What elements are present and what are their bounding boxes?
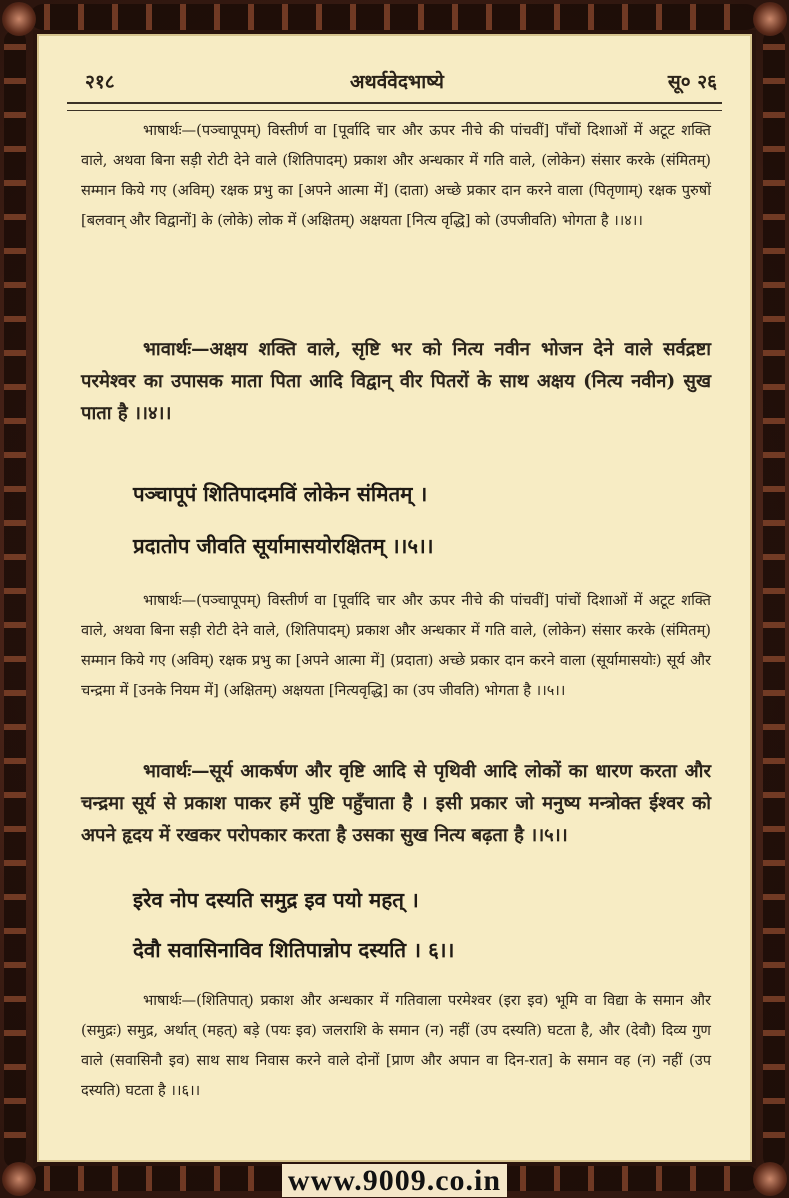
frame-border-left xyxy=(4,30,26,1168)
bhashartha-paragraph-6: भाषार्थः—(शितिपात्) प्रकाश और अन्धकार में गतिवाला परमेश्वर (इरा इव) भूमि वा विद्या के समान और (समुद्रः) समुद्र, अर्थात् (महत्) बड़े (पयः इव) जलराशि के समान (न) नहीं (उप दस्यति) घटता है, और (देवौ) दिव्य गुण वाले (सवासिनौ इव) साथ साथ निवास करने वाले दोनों [प्राण और अपान वा दिन-रात] के समान वह (न) नहीं (उप दस्यति) घटता है ।।६।। xyxy=(81,992,711,1099)
corner-ornament-icon xyxy=(753,2,787,36)
frame-border-right xyxy=(763,30,785,1168)
mantra-6-line-1: इरेव नोप दस्यति समुद्र इव पयो महत् । xyxy=(133,888,419,912)
frame-border-top xyxy=(30,4,759,30)
page-number: २१८ xyxy=(85,71,115,93)
bhavartha-paragraph-4: भावार्थः—अक्षय शक्ति वाले, सृष्टि भर को नित्य नवीन भोजन देने वाले सर्वद्रष्टा परमेश्वर का उपासक माता पिता आदि विद्वान् वीर पितरों के साथ अक्षय (नित्य नवीन) सुख पाता है ।।४।। xyxy=(81,339,711,424)
website-watermark xyxy=(0,1164,789,1197)
bhashartha-paragraph-5: भाषार्थः—(पञ्चापूपम्) विस्तीर्ण वा [पूर्वादि चार और ऊपर नीचे की पांचवीं] पांचों दिशाओं में अटूट शक्ति वाले, अथवा बिना सड़ी रोटी देने वाले, (शितिपादम्) प्रकाश और अन्धकार में गति वाले, (लोकेन) संसार करके (संमितम्) सम्मान किये गए (अविम्) रक्षक प्रभु का [अपने आत्मा में] (प्रदाता) अच्छे प्रकार दान करने वाला (सूर्यामासयोः) सूर्य और चन्द्रमा में [उनके नियम में] (अक्षितम्) अक्षयता [नित्यवृद्धि] का (उप जीवति) भोगता है ।।५।। xyxy=(81,592,711,699)
book-page xyxy=(37,34,752,1162)
bhavartha-paragraph-5: भावार्थः—सूर्य आकर्षण और वृष्टि आदि से पृथिवी आदि लोकों का धारण करता और चन्द्रमा सूर्य से प्रकाश पाकर हमें पुष्टि पहुँचाता है । इसी प्रकार जो मनुष्य मन्त्रोक्त ईश्वर को अपने हृदय में रखकर परोपकार करता है उसका सुख नित्य बढ़ता है ।।५।। xyxy=(81,761,711,846)
corner-ornament-icon xyxy=(2,2,36,36)
mantra-6-line-2: देवौ सवासिनाविव शितिपान्नोप दस्यति । ६।। xyxy=(133,938,455,962)
website-url: www.9009.co.in xyxy=(282,1164,507,1197)
book-title: अथर्ववेदभाष्ये xyxy=(350,71,444,93)
header-rule xyxy=(67,102,722,111)
sukta-number: सू० २६ xyxy=(667,71,717,93)
mantra-5-line-2: प्रदातोप जीवति सूर्यामासयोरक्षितम् ।।५।। xyxy=(133,534,434,558)
page-header xyxy=(77,62,717,96)
mantra-5-line-1: पञ्चापूपं शितिपादमविं लोकेन संमितम् । xyxy=(133,482,428,506)
bhashartha-paragraph-4: भाषार्थः—(पञ्चापूपम्) विस्तीर्ण वा [पूर्वादि चार और ऊपर नीचे की पांचवीं] पाँचों दिशाओं में अटूट शक्ति वाले, अथवा बिना सड़ी रोटी देने वाले (शितिपादम्) प्रकाश और अन्धकार में गति वाले, (लोकेन) संसार करके (संमितम्) सम्मान किये गए (अविम्) रक्षक प्रभु का [अपने आत्मा में] (दाता) अच्छे प्रकार दान करने वाला (पितृणाम्) रक्षक पुरुषों [बलवान् और विद्वानों] के (लोके) लोक में (अक्षितम्) अक्षयता [नित्य वृद्धि] को (उपजीवति) भोगता है ।।४।। xyxy=(81,122,711,229)
